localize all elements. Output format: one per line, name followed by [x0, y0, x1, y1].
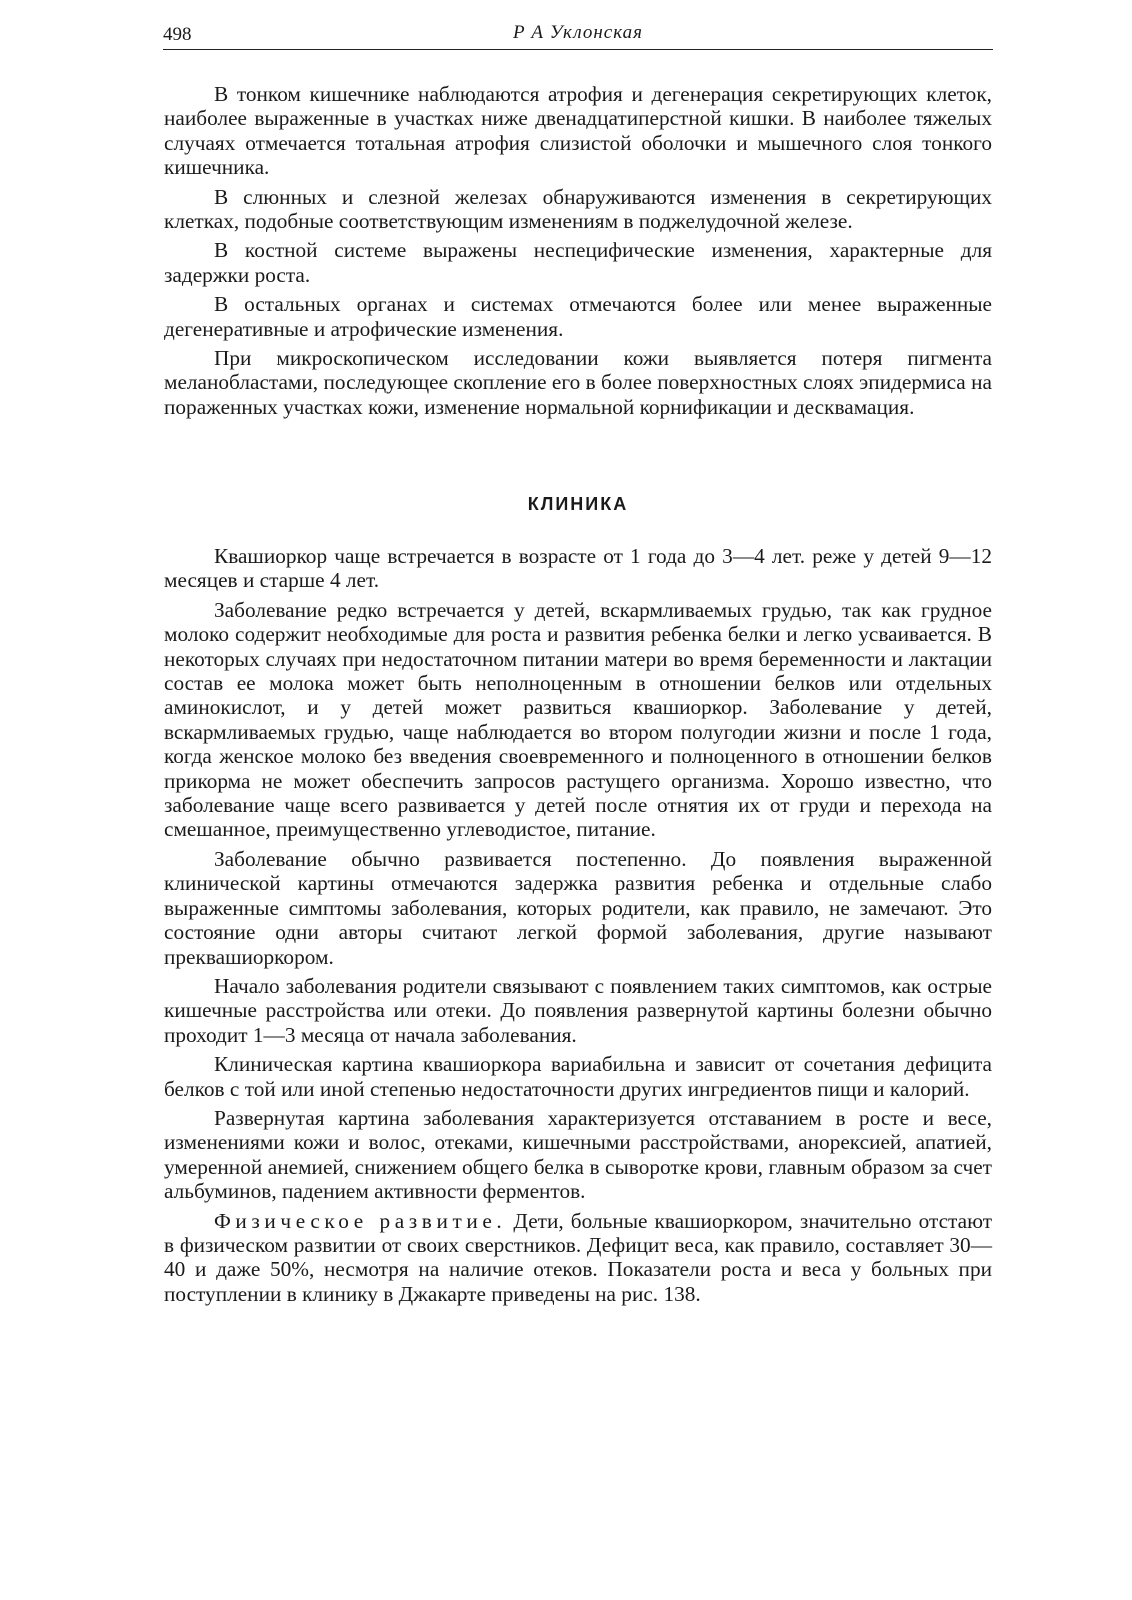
header-rule	[163, 49, 993, 50]
run-in-heading: Физическое развитие.	[214, 1208, 507, 1233]
paragraph: Заболевание обычно развивается постепенно. До появления выраженной клинической картины отмечаются задержка развития ребенка и отдельные слабо выраженные симптомы заболевания, которых родители, как правило, не замечают. Это состояние одни авторы считают легкой формой заболевания, другие называют преквашиоркором.	[164, 846, 992, 969]
text-block-pathology	[164, 82, 992, 424]
section-heading-clinic: КЛИНИКА	[527, 494, 629, 514]
paragraph: Клиническая картина квашиоркора вариабильна и зависит от сочетания дефицита белков с той или иной степенью недостаточности других ингредиентов пищи и калорий.	[164, 1052, 992, 1101]
paragraph: При микроскопическом исследовании кожи выявляется потеря пигмента меланобластами, последующее скопление его в более поверхностных слоях эпидермиса на пораженных участках кожи, изменение нормальной корнификации и десквамация.	[164, 346, 992, 419]
paragraph: В остальных органах и системах отмечаются более или менее выраженные дегенеративные и атрофические изменения.	[164, 292, 992, 341]
paragraph: Начало заболевания родители связывают с появлением таких симптомов, как острые кишечные расстройства или отеки. До появления развернутой картины болезни обычно проходит 1—3 месяца от начала заболевания.	[164, 973, 992, 1047]
running-header-author: Р А Уклонская	[513, 22, 643, 43]
paragraph: В костной системе выражены неспецифические изменения, характерные для задержки роста.	[164, 238, 992, 287]
running-header	[163, 16, 993, 50]
paragraph: Заболевание редко встречается у детей, вскармливаемых грудью, так как грудное молоко содержит необходимые для роста и развития ребенка белки и легко усваивается. В некоторых случаях при недостаточном питании матери во время беременности и лактации состав ее молока может быть неполноценным в отношении белков или отдельных аминокислот, и у детей может развиться квашиоркор. Заболевание у детей, вскармливаемых грудью, чаще наблюдается во втором полугодии жизни и после 1 года, когда женское молоко без введения своевременного и полноценного в отношении белков прикорма не может обеспечить запросов растущего организма. Хорошо известно, что заболевание чаще всего развивается у детей после отнятия их от груди и перехода на смешанное, преимущественно углеводистое, питание.	[164, 597, 992, 842]
paragraph: Квашиоркор чаще встречается в возрасте от 1 года до 3—4 лет. реже у детей 9—12 месяцев и старше 4 лет.	[164, 544, 992, 593]
paragraph: В слюнных и слезной железах обнаруживаются изменения в секретирующих клетках, подобные соответствующим изменениям в поджелудочной железе.	[164, 184, 992, 234]
paragraph-text: Дети, больные квашиоркором, значительно отстают в физическом развитии от своих сверстников. Дефицит веса, как правило, составляет 30—40 и даже 50%, несмотря на наличие отеков. Показатели роста и веса у больных при поступлении в клинику в Джакарте приведены на рис. 138.	[164, 1208, 993, 1306]
paragraph-physical-development	[164, 1209, 992, 1307]
paragraph: Развернутая картина заболевания характеризуется отставанием в росте и весе, изменениями кожи и волос, отеками, кишечными расстройствами, анорексией, апатией, умеренной анемией, снижением общего белка в сыворотке крови, главным образом за счет альбуминов, падением активности ферментов.	[164, 1105, 992, 1204]
paragraph: В тонком кишечнике наблюдаются атрофия и дегенерация секретирующих клеток, наиболее выраженные в участках ниже двенадцатиперстной кишки. В наиболее тяжелых случаях отмечается тотальная атрофия слизистой оболочки и мышечного слоя тонкого кишечника.	[164, 82, 992, 180]
text-block-clinic	[164, 544, 992, 1311]
page-number: 498	[163, 24, 192, 45]
